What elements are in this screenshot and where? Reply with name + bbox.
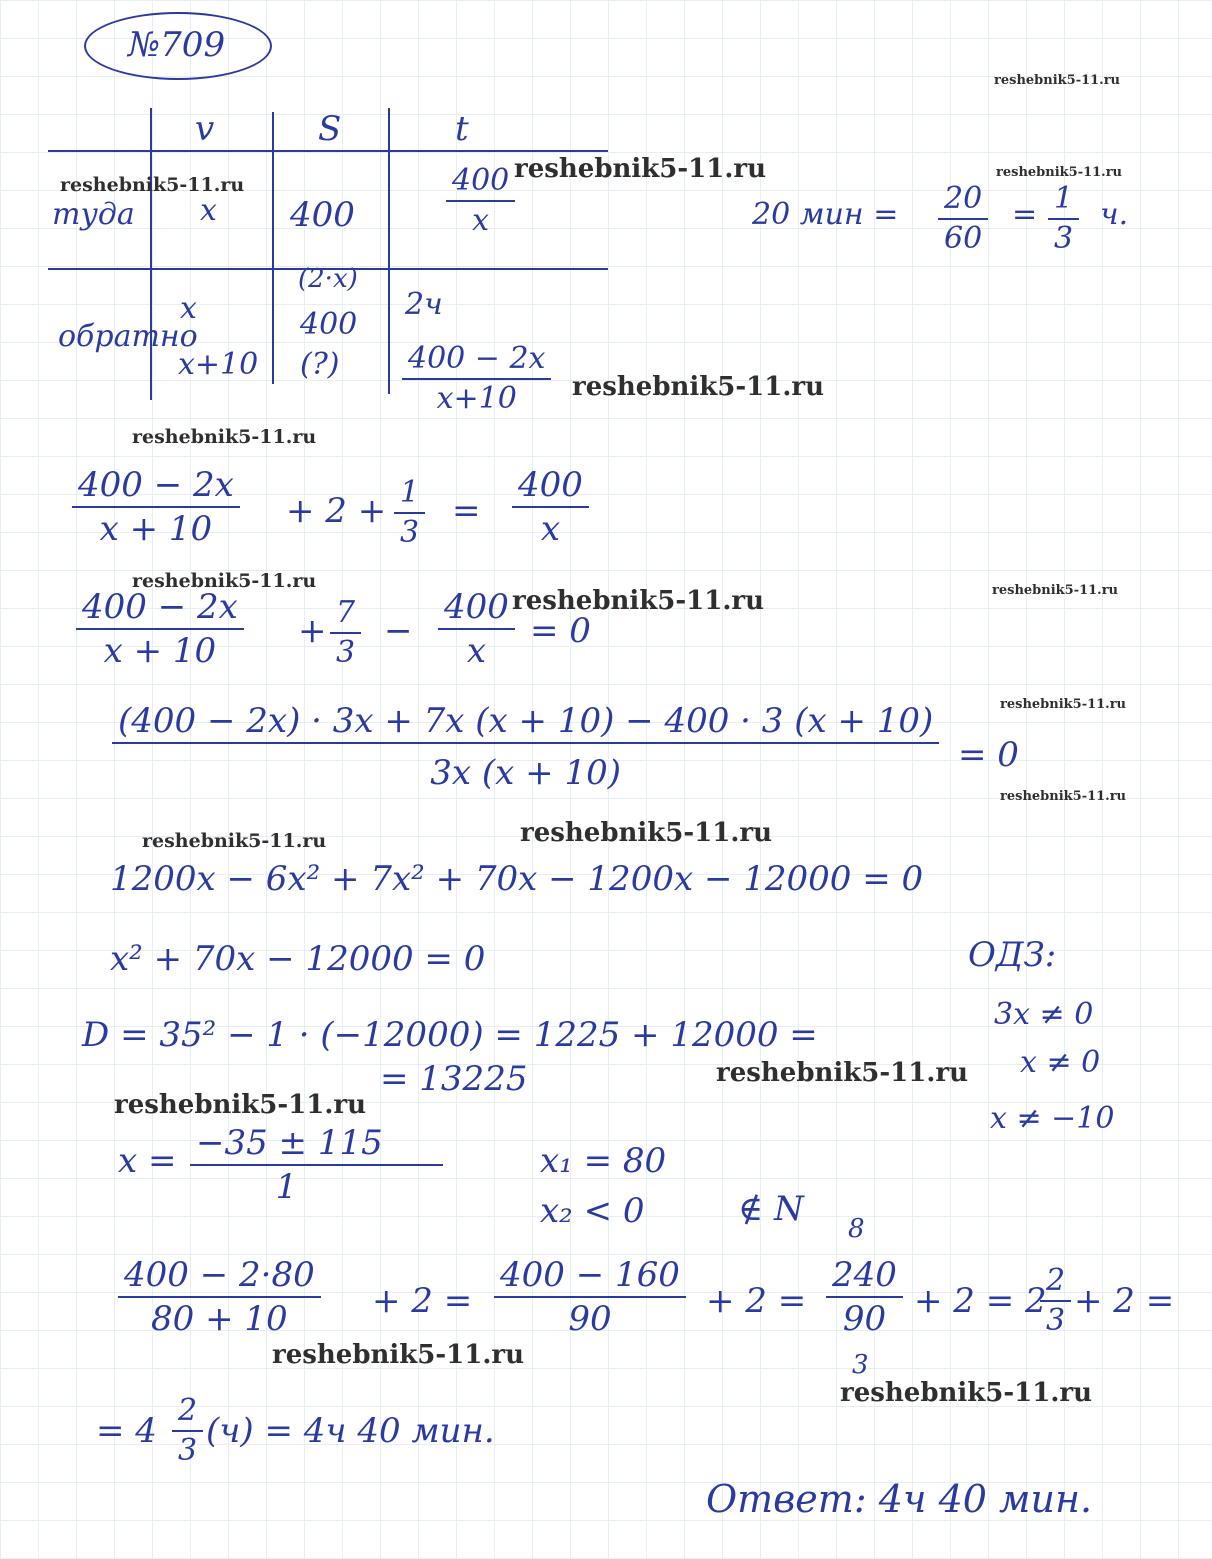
calc-plus2-b: + 2 = bbox=[706, 1281, 807, 1321]
watermark: reshebnik5-11.ru bbox=[992, 583, 1119, 598]
calc-tail-2: + 2 = bbox=[1074, 1281, 1175, 1321]
watermark: reshebnik5-11.ru bbox=[60, 174, 245, 196]
result-mixed-den: 3 bbox=[178, 1433, 198, 1468]
table-row1-t-den: x bbox=[472, 203, 490, 238]
result-mixed-num: 2 bbox=[172, 1396, 203, 1432]
calc-mixed-den: 3 bbox=[1046, 1303, 1066, 1338]
table-row2-label: обратно bbox=[58, 319, 198, 354]
conversion-unit: ч. bbox=[1100, 197, 1129, 232]
watermark: reshebnik5-11.ru bbox=[512, 586, 765, 616]
eq2-f3-den: x bbox=[466, 631, 487, 671]
calc-f3-bot: 3 bbox=[852, 1350, 869, 1380]
conversion-f2-num: 1 bbox=[1048, 184, 1079, 220]
odz-title: ОДЗ: bbox=[968, 935, 1057, 975]
calc-f2-den: 90 bbox=[568, 1299, 612, 1339]
result-mixed-fraction bbox=[172, 1393, 203, 1468]
watermark: reshebnik5-11.ru bbox=[572, 372, 825, 402]
eq3-rhs: = 0 bbox=[958, 735, 1019, 775]
watermark: reshebnik5-11.ru bbox=[996, 165, 1123, 180]
calc-f3-den: 90 bbox=[842, 1299, 887, 1339]
answer: Ответ: 4ч 40 мин. bbox=[706, 1477, 1093, 1521]
problem-number: №709 bbox=[128, 25, 226, 65]
eq3-num: (400 − 2x) · 3x + 7x (x + 10) − 400 · 3 (x + 10) bbox=[112, 704, 939, 744]
watermark: reshebnik5-11.ru bbox=[272, 1340, 525, 1370]
roots-lhs: x = bbox=[118, 1141, 177, 1181]
table-row1-label: туда bbox=[52, 197, 135, 232]
eq2-f2-den: 3 bbox=[336, 635, 356, 670]
calc-f3-num: 240 bbox=[826, 1258, 903, 1298]
table-row2-t-a: 2ч bbox=[405, 287, 443, 322]
eq1-f1-den: x + 10 bbox=[99, 509, 213, 549]
watermark: reshebnik5-11.ru bbox=[132, 570, 317, 592]
eq2-plus: + bbox=[298, 611, 327, 651]
eq2-f3-num: 400 bbox=[438, 590, 515, 630]
discriminant-line-2: = 13225 bbox=[380, 1059, 528, 1099]
table-row2-s: 400 bbox=[300, 307, 358, 342]
eq2-minus: − bbox=[384, 611, 413, 651]
watermark: reshebnik5-11.ru bbox=[114, 1090, 367, 1120]
watermark: reshebnik5-11.ru bbox=[520, 818, 773, 848]
roots-fraction bbox=[190, 1123, 443, 1207]
conversion-fraction-1 bbox=[938, 181, 988, 256]
eq1-fraction-1 bbox=[72, 465, 240, 549]
eq2-f1-den: x + 10 bbox=[103, 631, 217, 671]
calc-fraction-2 bbox=[494, 1255, 686, 1339]
calc-mixed-num: 2 bbox=[1040, 1266, 1071, 1302]
result-rest: (ч) = 4ч 40 мин. bbox=[206, 1411, 495, 1451]
eq2-f1-num: 400 − 2x bbox=[76, 590, 244, 630]
calc-f2-num: 400 − 160 bbox=[494, 1258, 686, 1298]
conversion-f2-den: 3 bbox=[1054, 221, 1074, 256]
eq3-den: 3x (x + 10) bbox=[430, 753, 621, 793]
discriminant-line-1: D = 35² − 1 · (−12000) = 1225 + 12000 = bbox=[82, 1015, 818, 1055]
table-header-t: t bbox=[455, 109, 469, 149]
watermark: reshebnik5-11.ru bbox=[716, 1058, 969, 1088]
eq1-mid: + 2 + bbox=[286, 491, 387, 531]
eq3-fraction bbox=[112, 701, 939, 793]
table-row2-v-a: x bbox=[180, 291, 197, 326]
odz-condition-1: 3x ≠ 0 bbox=[994, 997, 1094, 1032]
eq1-fraction-3 bbox=[512, 465, 589, 549]
calc-f1-den: 80 + 10 bbox=[151, 1299, 288, 1339]
watermark: reshebnik5-11.ru bbox=[514, 154, 767, 184]
watermark: reshebnik5-11.ru bbox=[1000, 697, 1127, 712]
eq2-fraction-1 bbox=[76, 587, 244, 671]
calc-mixed-fraction bbox=[1040, 1263, 1071, 1338]
eq1-fraction-2 bbox=[394, 475, 425, 550]
odz-condition-3: x ≠ −10 bbox=[990, 1101, 1115, 1136]
watermark: reshebnik5-11.ru bbox=[994, 73, 1121, 88]
roots-den: 1 bbox=[275, 1167, 298, 1207]
calc-tail: + 2 = 2 bbox=[914, 1281, 1047, 1321]
root-x1: x₁ = 80 bbox=[540, 1141, 667, 1181]
eq2-fraction-2 bbox=[330, 595, 361, 670]
eq1-f3-den: x bbox=[540, 509, 561, 549]
table-row2-t-num: 400 − 2x bbox=[402, 344, 551, 380]
table-row2-t-den: x+10 bbox=[436, 381, 517, 416]
eq4: 1200x − 6x² + 7x² + 70x − 1200x − 12000 = 0 bbox=[110, 859, 924, 899]
eq1-f1-num: 400 − 2x bbox=[72, 468, 240, 508]
watermark: reshebnik5-11.ru bbox=[132, 426, 317, 448]
table-row1-s: 400 bbox=[290, 195, 355, 235]
eq5: x² + 70x − 12000 = 0 bbox=[110, 939, 486, 979]
odz-condition-2: x ≠ 0 bbox=[1020, 1045, 1101, 1080]
watermark: reshebnik5-11.ru bbox=[142, 830, 327, 852]
table-row1-t-fraction bbox=[446, 163, 515, 238]
eq2-fraction-3 bbox=[438, 587, 515, 671]
roots-num: −35 ± 115 bbox=[190, 1126, 443, 1166]
eq2-rhs: = 0 bbox=[530, 611, 591, 651]
table-row1-t-num: 400 bbox=[446, 166, 515, 202]
conversion-f1-den: 60 bbox=[944, 221, 983, 256]
table-col-line-1 bbox=[150, 108, 152, 400]
calc-fraction-1 bbox=[118, 1255, 321, 1339]
table-row2-s-question: (?) bbox=[300, 347, 340, 382]
conversion-fraction-2 bbox=[1048, 181, 1079, 256]
calc-fraction-3 bbox=[826, 1255, 903, 1339]
table-row2-t-fraction bbox=[402, 341, 551, 416]
root-x2-note: ∉ N bbox=[738, 1189, 804, 1229]
conversion-eq: = bbox=[1012, 197, 1038, 232]
table-header-line bbox=[48, 150, 608, 152]
calc-f3-top: 8 bbox=[848, 1214, 865, 1244]
table-row2-v-b: x+10 bbox=[178, 347, 259, 382]
result-lhs: = 4 bbox=[96, 1411, 157, 1451]
eq2-f2-num: 7 bbox=[330, 598, 361, 634]
table-header-v: v bbox=[195, 109, 215, 149]
table-row2-s-note: (2·x) bbox=[298, 264, 358, 294]
eq1-f2-num: 1 bbox=[394, 478, 425, 514]
calc-plus2-a: + 2 = bbox=[372, 1281, 473, 1321]
table-row1-v: x bbox=[200, 193, 217, 228]
table-col-line-2 bbox=[272, 112, 274, 384]
watermark: reshebnik5-11.ru bbox=[840, 1378, 1093, 1408]
eq1-f2-den: 3 bbox=[400, 515, 420, 550]
eq1-f3-num: 400 bbox=[512, 468, 589, 508]
conversion-left: 20 мин = bbox=[752, 197, 899, 232]
eq1-eq: = bbox=[452, 491, 481, 531]
calc-f1-num: 400 − 2·80 bbox=[118, 1258, 321, 1298]
watermark: reshebnik5-11.ru bbox=[1000, 789, 1127, 804]
root-x2: x₂ < 0 bbox=[540, 1191, 645, 1231]
conversion-f1-num: 20 bbox=[938, 184, 988, 220]
table-header-s: S bbox=[318, 109, 342, 149]
table-col-line-3 bbox=[388, 108, 390, 394]
